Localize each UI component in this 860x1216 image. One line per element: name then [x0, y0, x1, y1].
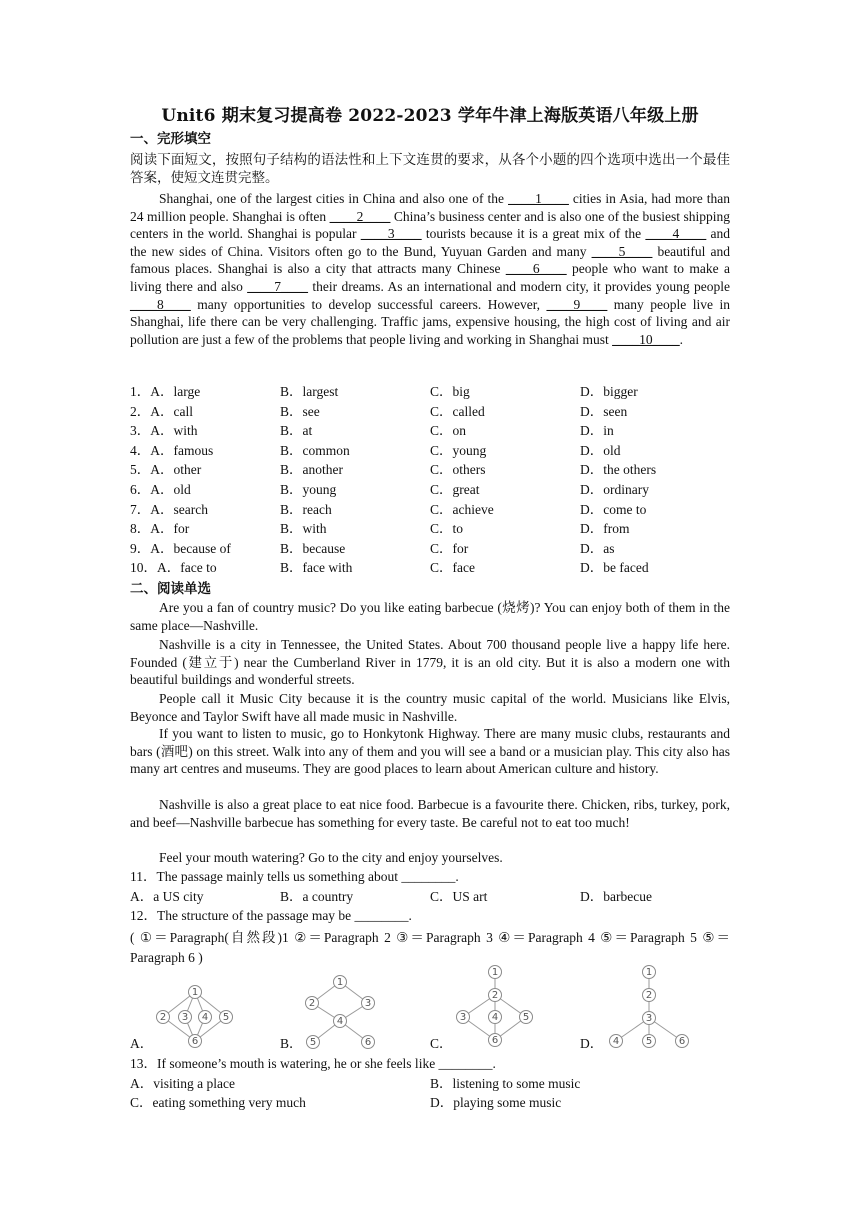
option-a: A．visiting a place	[130, 1076, 235, 1091]
option-c: C．achieve	[430, 501, 494, 517]
svg-text:4: 4	[491, 1012, 499, 1023]
paragraph-node-6	[189, 1035, 202, 1048]
svg-text:5: 5	[222, 1012, 230, 1023]
option-b-label: B．	[280, 1036, 303, 1051]
option-a	[130, 559, 217, 577]
option-text: A．with	[150, 423, 198, 439]
structure-diagram-c	[450, 962, 540, 1052]
option-d: D．in	[580, 423, 614, 439]
structure-diagram-a	[150, 980, 240, 1052]
structure-diagram-b	[300, 972, 380, 1052]
option-c: C．for	[430, 540, 469, 556]
cloze-instruction: 阅读下面短文，按照句子结构的语法性和上下文连贯的要求，从各个小题的四个选项中选出一个最佳答案，使短文连贯完整。	[130, 152, 730, 185]
option-b: B．with	[280, 521, 327, 537]
svg-text:6: 6	[364, 1037, 372, 1048]
option-b: B．because	[280, 540, 346, 556]
question-11-options	[130, 888, 730, 907]
reading-paragraph: People call it Music City because it is the country music capital of the world. Musicians like Elvis, Beyonce and Taylor Swift have all made music in Nashville.	[130, 691, 730, 724]
reading-paragraph: If you want to listen to music, go to Honkytonk Highway. There are many music clubs, restaurants and bars (酒吧) on this street. Walk into any of them and you will see a band or a musician play. This city also has many art centres and museums. They are good places to learn about American culture and history.	[130, 726, 730, 777]
cloze-question-row	[130, 540, 730, 559]
svg-text:4: 4	[612, 1036, 620, 1047]
option-d: D．be faced	[580, 560, 649, 576]
paragraph-node-3	[362, 997, 375, 1010]
option-text: A．for	[150, 521, 190, 537]
option-d: D．seen	[580, 403, 628, 419]
option-d: D．from	[580, 521, 630, 537]
svg-text:4: 4	[336, 1016, 344, 1027]
option-c: C．US art	[430, 889, 488, 904]
option-d: D．playing some music	[430, 1095, 562, 1110]
paragraph-node-6	[676, 1035, 689, 1048]
option-text: A．face to	[157, 560, 217, 576]
option-c-label: C．	[430, 1036, 453, 1051]
paragraph-node-1	[489, 966, 502, 979]
reading-paragraph: Are you a fan of country music? Do you like eating barbecue (烧烤)? You can enjoy both of them in the same place—Nashville.	[130, 600, 730, 633]
svg-text:2: 2	[491, 990, 499, 1001]
cloze-question-row	[130, 442, 730, 461]
paragraph-node-3	[643, 1012, 656, 1025]
option-b: B．young	[280, 482, 337, 497]
question-number: 7．	[130, 501, 151, 517]
paragraph-node-5	[520, 1011, 533, 1024]
option-a	[130, 383, 200, 401]
paragraph-node-2	[157, 1011, 170, 1024]
cloze-question-row	[130, 481, 730, 500]
question-12-legend: ( ①＝Paragraph(自然段)1 ②＝Paragraph 2 ③＝Paragraph 3 ④＝Paragraph 4 ⑤＝Paragraph 5 ⑤＝Paragraph 6 )	[130, 930, 730, 965]
cloze-question-row	[130, 383, 730, 402]
option-b: B．reach	[280, 501, 332, 517]
paragraph-node-3	[179, 1011, 192, 1024]
question-13-options-row2	[130, 1094, 730, 1113]
svg-text:1: 1	[645, 967, 653, 978]
option-d: D．as	[580, 540, 615, 556]
option-text: A．old	[150, 482, 191, 497]
paragraph-node-1	[189, 986, 202, 999]
option-text: A．other	[150, 462, 202, 478]
option-b: B．at	[280, 423, 313, 439]
option-d: D．come to	[580, 501, 647, 517]
blank-9: ____9____	[546, 296, 608, 312]
page-title: Unit6 期末复习提高卷 2022-2023 学年牛津上海版英语八年级上册	[161, 106, 699, 126]
paragraph-node-2	[643, 989, 656, 1002]
svg-text:5: 5	[645, 1036, 653, 1047]
svg-text:6: 6	[678, 1036, 686, 1047]
paragraph-node-6	[362, 1036, 375, 1049]
option-c: C．face	[430, 560, 475, 576]
option-b: B．largest	[280, 384, 339, 399]
cloze-question-row	[130, 501, 730, 520]
paragraph-node-4	[199, 1011, 212, 1024]
svg-text:2: 2	[645, 990, 653, 1001]
reading-paragraph: Nashville is a city in Tennessee, the United States. About 700 thousand people live a happy life here. Founded (建立于) near the Cumberland River in 1779, it is an old city. But it is also a modern one with beautiful buildings and wonderful streets.	[130, 637, 730, 688]
reading-paragraph: Feel your mouth watering? Go to the city and enjoy yourselves.	[159, 850, 503, 865]
option-b: B．common	[280, 442, 350, 458]
option-c: C．to	[430, 521, 464, 537]
option-c: C．big	[430, 384, 470, 399]
blank-2: ____2____	[329, 208, 391, 224]
option-text: A．large	[150, 384, 201, 399]
option-d: D．the others	[580, 462, 657, 478]
paragraph-node-6	[489, 1034, 502, 1047]
paragraph-node-4	[489, 1011, 502, 1024]
svg-text:4: 4	[201, 1012, 209, 1023]
option-c: C．great	[430, 482, 480, 497]
question-number: 6．	[130, 482, 151, 497]
question-11-stem: 11．The passage mainly tells us something about ________.	[130, 869, 459, 884]
svg-text:3: 3	[459, 1012, 467, 1023]
svg-text:1: 1	[336, 977, 344, 988]
svg-text:3: 3	[181, 1012, 189, 1023]
option-text: A．because of	[150, 540, 231, 556]
option-b: B．another	[280, 462, 343, 478]
paragraph-node-5	[220, 1011, 233, 1024]
paragraph-node-2	[489, 989, 502, 1002]
option-b: B．listening to some music	[430, 1076, 581, 1091]
option-b: B．see	[280, 403, 320, 419]
cloze-question-row	[130, 403, 730, 422]
blank-3: ____3____	[360, 226, 422, 242]
option-d: D．ordinary	[580, 482, 649, 497]
svg-text:5: 5	[522, 1012, 530, 1023]
cloze-question-row	[130, 559, 730, 578]
option-d: D．barbecue	[580, 889, 652, 904]
option-b: B．face with	[280, 560, 353, 576]
option-a	[130, 501, 208, 519]
blank-4: ____4____	[645, 226, 707, 242]
structure-diagram-d	[604, 962, 694, 1052]
question-12-stem: 12．The structure of the passage may be ________.	[130, 908, 412, 923]
option-a	[130, 481, 191, 499]
option-a	[130, 422, 198, 440]
paragraph-node-1	[643, 966, 656, 979]
svg-text:2: 2	[308, 998, 316, 1009]
blank-1: ____1____	[508, 191, 569, 206]
blank-6: ____6____	[505, 261, 567, 277]
cloze-question-row	[130, 422, 730, 441]
blank-10: ____10____	[612, 331, 680, 347]
paragraph-node-4	[610, 1035, 623, 1048]
paragraph-node-2	[306, 997, 319, 1010]
option-c: C．young	[430, 442, 487, 458]
option-a	[130, 403, 193, 421]
option-d: D．bigger	[580, 384, 638, 399]
blank-7: ____7____	[247, 278, 308, 294]
paragraph-node-5	[643, 1035, 656, 1048]
question-number: 4．	[130, 442, 151, 458]
option-text: A．search	[150, 501, 208, 517]
paragraph-node-1	[334, 976, 347, 989]
question-13-stem: 13．If someone’s mouth is watering, he or she feels like ________.	[130, 1056, 496, 1071]
option-d: D．old	[580, 442, 621, 458]
question-number: 9．	[130, 540, 151, 556]
option-a	[130, 520, 189, 538]
blank-8: ____8____	[130, 296, 191, 312]
reading-paragraph: Nashville is also a great place to eat nice food. Barbecue is a favourite there. Chicken, ribs, turkey, pork, and beef—Nashville barbecue has something for every taste. Be careful not to eat too much!	[130, 797, 730, 830]
option-d-label: D．	[580, 1036, 604, 1051]
option-a	[130, 461, 201, 479]
cloze-question-row	[130, 520, 730, 539]
svg-text:1: 1	[191, 987, 199, 998]
svg-text:5: 5	[309, 1037, 317, 1048]
svg-text:2: 2	[159, 1012, 167, 1023]
option-text: A．famous	[150, 442, 214, 458]
paragraph-node-3	[457, 1011, 470, 1024]
svg-text:6: 6	[491, 1035, 499, 1046]
question-number: 2．	[130, 403, 151, 419]
option-a-label: A．	[130, 1036, 154, 1051]
option-c: C．on	[430, 423, 467, 439]
question-number: 10．	[130, 560, 157, 576]
section-heading-reading: 二、阅读单选	[130, 581, 211, 597]
option-text: A．call	[150, 403, 193, 419]
svg-text:3: 3	[364, 998, 372, 1009]
option-c: C．called	[430, 403, 485, 419]
option-b: B．a country	[280, 889, 354, 904]
section-heading-cloze: 一、完形填空	[130, 131, 211, 147]
question-number: 1．	[130, 384, 151, 399]
question-number: 8．	[130, 521, 151, 537]
cloze-question-row	[130, 461, 730, 480]
question-number: 3．	[130, 423, 151, 439]
svg-text:3: 3	[645, 1013, 653, 1024]
paragraph-node-4	[334, 1015, 347, 1028]
question-number: 5．	[130, 462, 151, 478]
option-a	[130, 442, 213, 460]
question-13-options-row1	[130, 1075, 730, 1094]
svg-text:6: 6	[191, 1036, 199, 1047]
paragraph-node-5	[307, 1036, 320, 1049]
cloze-passage: Shanghai, one of the largest cities in China and also one of the ____1____ cities in Asia, had more than 24 million people. Shanghai is often ____2____ China’s business center and is also one of the busiest shipping centers in the world. Shanghai is popular ____3____ tourists because it is a great mix of the ____4____ and the new sides of China. Visitors often go to the Bund, Yuyuan Garden and many ____5____ beautiful and famous places. Shanghai is also a city that attracts many Chinese ____6____ people who want to make a living there and also ____7____ their dreams. As an international and modern city, it provides young people ____8____ many opportunities to develop successful careers. However, ____9____ many people live in Shanghai, life there can be very challenging. Traffic jams, expensive housing, the high cost of living and air pollution are just a few of the problems that people living and working in Shanghai must ____10____.	[130, 191, 731, 347]
option-a: A．a US city	[130, 889, 204, 904]
option-a	[130, 540, 231, 558]
svg-text:1: 1	[491, 967, 499, 978]
blank-5: ____5____	[591, 243, 653, 259]
option-c: C．others	[430, 462, 486, 478]
option-c: C．eating something very much	[130, 1095, 306, 1110]
